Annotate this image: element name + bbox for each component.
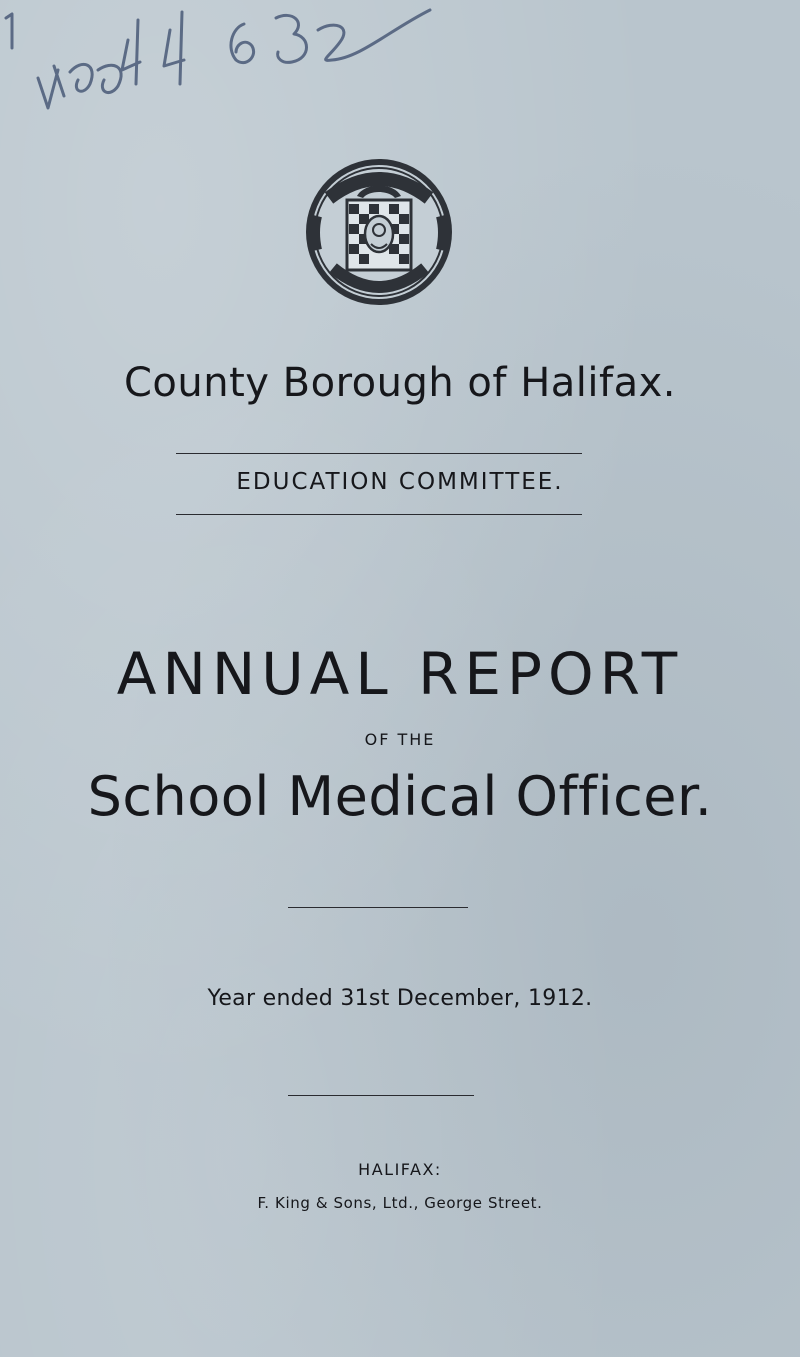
report-subtitle-connector: OF THE [364, 730, 436, 749]
report-title: ANNUAL REPORT [116, 640, 684, 708]
divider-2 [288, 1095, 474, 1096]
divider-1 [288, 907, 468, 908]
committee-name: EDUCATION COMMITTEE. [236, 469, 564, 495]
report-subject: School Medical Officer. [87, 765, 713, 828]
handwritten-annotation [0, 0, 440, 150]
borough-seal [303, 156, 455, 308]
rule-bottom [176, 514, 582, 515]
imprint-printer: F. King & Sons, Ltd., George Street. [257, 1194, 543, 1212]
rule-top [176, 453, 582, 454]
report-period: Year ended 31st December, 1912. [207, 986, 593, 1011]
borough-name: County Borough of Halifax. [123, 360, 676, 406]
imprint-place: HALIFAX: [358, 1160, 442, 1179]
